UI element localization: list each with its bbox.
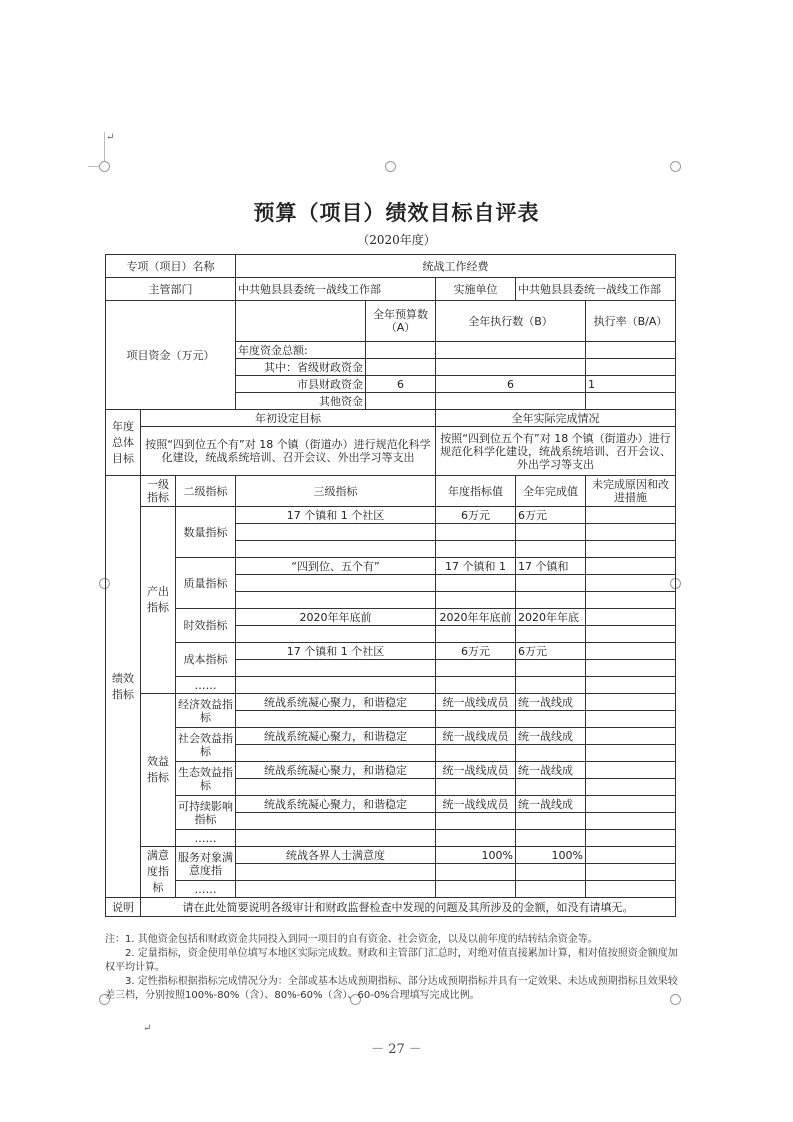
target-value (436, 711, 516, 728)
table-row (106, 476, 676, 507)
performance-table (105, 254, 676, 917)
table-row (106, 255, 676, 278)
target-value (436, 881, 516, 898)
target-value: 统一战线成员 (436, 728, 516, 745)
reason-value (586, 881, 676, 898)
level2-header: 二级指标 (176, 476, 236, 507)
level2-name: 质量指标 (176, 558, 236, 609)
table-row (106, 507, 676, 524)
fund-b (436, 393, 586, 410)
level3-value (236, 524, 436, 541)
table-row (106, 677, 676, 694)
fund-rate (586, 359, 676, 376)
target-value (436, 779, 516, 796)
actual-value (516, 813, 586, 830)
reason-value (586, 728, 676, 745)
target-value: 100% (436, 847, 516, 864)
page-title: 预算（项目）绩效目标自评表 (253, 200, 540, 225)
level3-value (236, 575, 436, 592)
reason-value (586, 592, 676, 609)
note-2: 2. 定量指标，资金使用单位填写本地区实际完成数。财政和主管部门汇总时，对绝对值直接累加计算，相对值按照资金额度加权平均计算。 (105, 948, 678, 973)
reason-value (586, 626, 676, 643)
reason-value (586, 745, 676, 762)
col-rate-header: 执行率（B/A） (586, 301, 676, 342)
actual-header: 全年完成值 (516, 476, 586, 507)
level2-name: 数量指标 (176, 507, 236, 558)
target-value (436, 745, 516, 762)
col-b-header: 全年执行数（B） (436, 301, 586, 342)
goals-label: 年度总体目标 (106, 410, 141, 476)
target-value (436, 813, 516, 830)
actual-value (516, 677, 586, 694)
impl-label: 实施单位 (436, 278, 516, 301)
table-row (106, 694, 676, 711)
fund-b (436, 359, 586, 376)
actual-value (516, 864, 586, 881)
actual-value (516, 830, 586, 847)
reason-value (586, 507, 676, 524)
dept-label: 主管部门 (106, 278, 236, 301)
satisfaction-level1-label: 满意度指标 (141, 847, 176, 898)
reason-value (586, 830, 676, 847)
actual-value: 6万元 (516, 507, 586, 524)
actual-value: 统一战线成 (516, 728, 586, 745)
fund-row-label: 年度资金总额: (236, 342, 366, 359)
fund-row-label: 其中：省级财政资金 (236, 359, 366, 376)
level3-value (236, 626, 436, 643)
dept-value: 中共勉县县委统一战线工作部 (236, 278, 436, 301)
initial-goal-text: 按照“四到位五个有”对 18 个镇（街道办）进行规范化科学化建设，统战系统培训、召开会议、外出学习等支出 (141, 427, 436, 476)
reason-value (586, 677, 676, 694)
reason-value (586, 711, 676, 728)
funds-blank (236, 301, 366, 342)
target-value (436, 592, 516, 609)
level3-value (236, 830, 436, 847)
fund-rate: 1 (586, 376, 676, 393)
col-a-header: 全年预算数（A） (366, 301, 436, 342)
fund-a (366, 393, 436, 410)
paragraph-mark-icon: ↵ (143, 1023, 152, 1034)
level3-header: 三级指标 (236, 476, 436, 507)
fund-row-label: 市县财政资金 (236, 376, 366, 393)
actual-value: 100% (516, 847, 586, 864)
target-value (436, 626, 516, 643)
level3-value (236, 711, 436, 728)
actual-value (516, 541, 586, 558)
remark-label: 说明 (106, 898, 141, 917)
target-value: 17 个镇和 1 (436, 558, 516, 575)
remark-text: 请在此处简要说明各级审计和财政监督检查中发现的问题及其所涉及的金额，如没有请填无。 (141, 898, 676, 917)
table-row (106, 898, 676, 917)
level3-value: “四到位、五个有” (236, 558, 436, 575)
level3-value: 2020年年底前 (236, 609, 436, 626)
table-row (106, 427, 676, 476)
crop-mark-line (104, 132, 105, 162)
target-value: 6万元 (436, 507, 516, 524)
actual-value (516, 660, 586, 677)
effect-level1-label: 效益指标 (141, 694, 176, 847)
fund-rate (586, 393, 676, 410)
fund-a: 6 (366, 376, 436, 393)
indicators-section-label: 绩效指标 (106, 476, 141, 898)
reason-value (586, 541, 676, 558)
reason-value (586, 847, 676, 864)
level2-name: 社会效益指标 (176, 728, 236, 762)
actual-value: 统一战线成 (516, 694, 586, 711)
table-row (106, 762, 676, 779)
level3-value: 统战系统凝心聚力，和谐稳定 (236, 762, 436, 779)
target-value: 统一战线成员 (436, 762, 516, 779)
output-level1-label: 产出指标 (141, 507, 176, 694)
actual-value (516, 575, 586, 592)
funds-label: 项目资金（万元） (106, 301, 236, 410)
reason-value (586, 762, 676, 779)
reason-value (586, 813, 676, 830)
level3-value (236, 541, 436, 558)
target-value (436, 677, 516, 694)
fund-a (366, 359, 436, 376)
level3-value: 17 个镇和 1 个社区 (236, 507, 436, 524)
table-row (106, 830, 676, 847)
note-1: 注：1. 其他资金包括和财政资金共同投入到同一项目的自有资金、社会资金，以及以前年度的结转结余资金等。 (105, 934, 598, 945)
project-name-label: 专项（项目）名称 (106, 255, 236, 278)
fund-b (436, 342, 586, 359)
target-value (436, 541, 516, 558)
reason-header: 未完成原因和改进措施 (586, 476, 676, 507)
actual-value (516, 592, 586, 609)
actual-goal-header: 全年实际完成情况 (436, 410, 676, 427)
target-value: 6万元 (436, 643, 516, 660)
reason-value (586, 575, 676, 592)
paragraph-mark-icon: ↵ (106, 132, 115, 143)
level3-value (236, 677, 436, 694)
level1-header: 一级指标 (141, 476, 176, 507)
level3-value (236, 881, 436, 898)
actual-value (516, 711, 586, 728)
actual-value (516, 626, 586, 643)
level3-value: 统战系统凝心聚力，和谐稳定 (236, 796, 436, 813)
level2-name: 时效指标 (176, 609, 236, 643)
project-name: 统战工作经费 (236, 255, 676, 278)
impl-value: 中共勉县县委统一战线工作部 (516, 278, 676, 301)
fund-rate (586, 342, 676, 359)
fund-a (366, 342, 436, 359)
target-value (436, 864, 516, 881)
target-header: 年度指标值 (436, 476, 516, 507)
level2-name: 经济效益指标 (176, 694, 236, 728)
actual-value: 统一战线成 (516, 762, 586, 779)
table-row (106, 278, 676, 301)
actual-value (516, 779, 586, 796)
level2-name: 生态效益指标 (176, 762, 236, 796)
table-row (106, 643, 676, 660)
table-row (106, 558, 676, 575)
fund-row-label: 其他资金 (236, 393, 366, 410)
level2-name: 成本指标 (176, 643, 236, 677)
reason-value (586, 609, 676, 626)
level3-value (236, 745, 436, 762)
reason-value (586, 558, 676, 575)
table-row (106, 847, 676, 864)
actual-value (516, 745, 586, 762)
level3-value (236, 660, 436, 677)
target-value (436, 524, 516, 541)
actual-value: 17 个镇和 (516, 558, 586, 575)
target-value (436, 830, 516, 847)
crop-mark-circle (670, 161, 681, 172)
level2-name: 可持续影响指标 (176, 796, 236, 830)
actual-value: 6万元 (516, 643, 586, 660)
actual-value (516, 881, 586, 898)
level3-value: 17 个镇和 1 个社区 (236, 643, 436, 660)
table-row (106, 410, 676, 427)
target-value (436, 660, 516, 677)
table-row (106, 796, 676, 813)
level3-value: 统战各界人士满意度 (236, 847, 436, 864)
target-value: 2020年年底前 (436, 609, 516, 626)
actual-value: 2020年年底 (516, 609, 586, 626)
reason-value (586, 796, 676, 813)
page-number: － 27 － (371, 1042, 422, 1057)
level3-value (236, 779, 436, 796)
reason-value (586, 643, 676, 660)
level3-value: 统战系统凝心聚力，和谐稳定 (236, 728, 436, 745)
initial-goal-header: 年初设定目标 (141, 410, 436, 427)
target-value (436, 575, 516, 592)
reason-value (586, 524, 676, 541)
reason-value (586, 864, 676, 881)
level3-value (236, 813, 436, 830)
level3-value (236, 592, 436, 609)
table-row (106, 609, 676, 626)
page-subtitle: （2020年度） (357, 233, 436, 247)
table-row (106, 728, 676, 745)
note-3: 3. 定性指标根据指标完成情况分为：全部或基本达成预期指标、部分达成预期指标并具有一定效果、未达成预期指标且效果较差三档，分别按照100%-80%（含）、80%-60%（含）、60-0%合理填写完成比例。 (105, 976, 678, 1001)
level3-value: 统战系统凝心聚力，和谐稳定 (236, 694, 436, 711)
level2-name: …… (176, 830, 236, 847)
target-value: 统一战线成员 (436, 796, 516, 813)
notes (105, 933, 685, 1003)
crop-mark-circle (385, 161, 396, 172)
reason-value (586, 779, 676, 796)
actual-value: 统一战线成 (516, 796, 586, 813)
table-row (106, 301, 676, 342)
actual-value (516, 524, 586, 541)
reason-value (586, 660, 676, 677)
level3-value (236, 864, 436, 881)
level2-name: …… (176, 881, 236, 898)
target-value: 统一战线成员 (436, 694, 516, 711)
crop-mark-circle (99, 161, 110, 172)
level2-name: 服务对象满意度指 (176, 847, 236, 881)
reason-value (586, 694, 676, 711)
table-row (106, 881, 676, 898)
actual-goal-text: 按照“四到位五个有”对 18 个镇（街道办）进行规范化科学化建设，统战系统培训、召开会议、外出学习等支出 (436, 427, 676, 476)
fund-b: 6 (436, 376, 586, 393)
level2-name: …… (176, 677, 236, 694)
